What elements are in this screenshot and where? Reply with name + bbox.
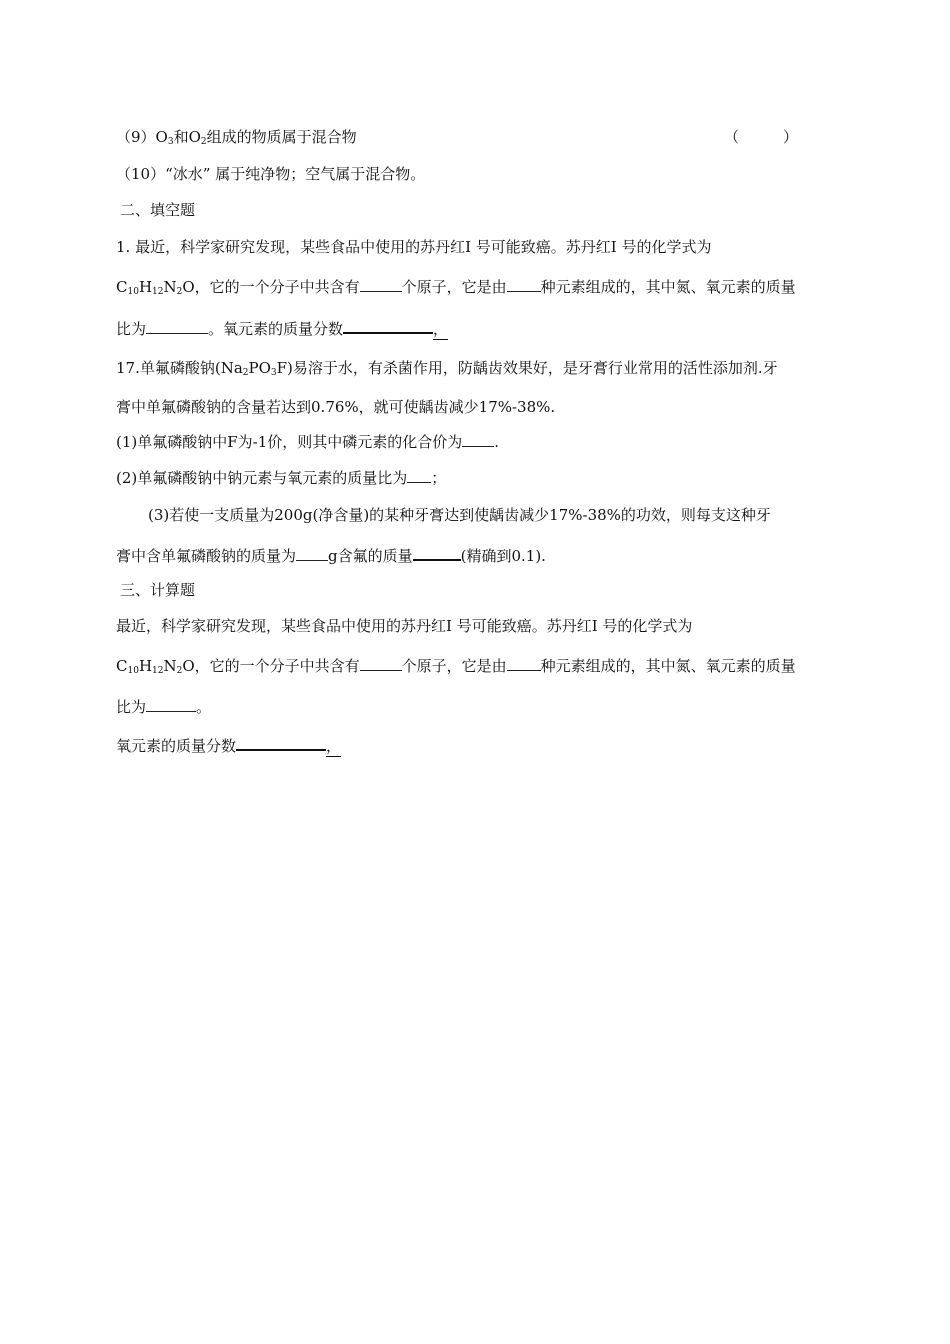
q17-text: 17.单氟磷酸钠(Na bbox=[116, 359, 243, 377]
q1-line2 bbox=[116, 277, 846, 297]
answer-blank[interactable] bbox=[360, 656, 402, 671]
answer-blank[interactable] bbox=[507, 277, 541, 292]
q1-text: 比为 bbox=[116, 320, 147, 338]
q17-text: . bbox=[494, 433, 500, 451]
section-title-fill-in: 二、填空题 bbox=[120, 201, 196, 219]
q17-sub1 bbox=[116, 432, 846, 452]
q17-text: PO bbox=[248, 359, 271, 377]
formula-part: N bbox=[163, 278, 177, 296]
subscript: 10 bbox=[127, 287, 139, 297]
calc-line3 bbox=[116, 697, 846, 717]
q1-line3 bbox=[116, 318, 846, 338]
q17-sub2 bbox=[116, 468, 846, 488]
subscript: 10 bbox=[127, 666, 139, 676]
q1-text: ， bbox=[433, 320, 449, 338]
subscript: 3 bbox=[270, 368, 277, 378]
q9-text: （9）O bbox=[116, 128, 168, 146]
formula-part: C bbox=[116, 657, 128, 675]
formula-part: C bbox=[116, 278, 128, 296]
section-title-calculation: 三、计算题 bbox=[120, 581, 196, 599]
calc-text: 种元素组成的，其中氮、氧元素的质量 bbox=[540, 657, 796, 675]
calc-line4 bbox=[116, 735, 846, 755]
q17-text: g含氟的质量 bbox=[328, 547, 413, 565]
answer-parentheses[interactable] bbox=[724, 127, 798, 147]
answer-blank[interactable] bbox=[407, 468, 431, 483]
q17-line2: 膏中单氟磷酸钠的含量若达到0.76%，就可使龋齿减少17%-38%. bbox=[116, 398, 556, 416]
q1-text: O，它的一个分子中共含有 bbox=[182, 278, 360, 296]
formula-part: H bbox=[138, 278, 153, 296]
q9-text: 组成的物质属于混合物 bbox=[206, 128, 357, 146]
formula-part: H bbox=[138, 657, 153, 675]
question-10: （10）“冰水” 属于纯净物；空气属于混合物。 bbox=[116, 165, 426, 183]
q1-line1: 1. 最近，科学家研究发现，某些食品中使用的苏丹红Ⅰ 号可能致癌。苏丹红Ⅰ 号的化学式为 bbox=[116, 238, 712, 256]
formula-part: N bbox=[163, 657, 177, 675]
calc-text: 氧元素的质量分数 bbox=[116, 737, 237, 755]
q1-text: 种元素组成的，其中氮、氧元素的质量 bbox=[540, 278, 796, 296]
answer-blank[interactable] bbox=[360, 277, 402, 292]
q17-text: (1)单氟磷酸钠中F为-1价，则其中磷元素的化合价为 bbox=[116, 433, 463, 451]
answer-blank[interactable] bbox=[507, 656, 541, 671]
answer-blank[interactable] bbox=[462, 432, 494, 447]
calc-text: ， bbox=[326, 737, 342, 755]
q17-text: ； bbox=[431, 469, 447, 487]
calc-text: 个原子，它是由 bbox=[401, 657, 507, 675]
answer-blank[interactable] bbox=[146, 697, 196, 712]
q17-line1 bbox=[116, 358, 846, 378]
answer-blank[interactable] bbox=[413, 545, 461, 561]
q17-text: F)易溶于水，有杀菌作用，防龋齿效果好，是牙膏行业常用的活性添加剂.牙 bbox=[276, 359, 778, 377]
calc-text: 。 bbox=[196, 698, 212, 716]
subscript: 2 bbox=[176, 287, 183, 297]
answer-blank[interactable] bbox=[146, 319, 208, 334]
answer-blank[interactable] bbox=[343, 318, 433, 334]
q17-text: (精确到0.1). bbox=[460, 547, 546, 565]
q1-text: 个原子，它是由 bbox=[401, 278, 507, 296]
subscript: 3 bbox=[167, 137, 174, 147]
paren-open: （ bbox=[724, 128, 740, 146]
q17-sub3-line2 bbox=[116, 545, 846, 565]
q17-text: (2)单氟磷酸钠中钠元素与氧元素的质量比为 bbox=[116, 469, 408, 487]
subscript: 12 bbox=[152, 666, 164, 676]
paren-close: ） bbox=[783, 128, 799, 146]
subscript: 12 bbox=[152, 287, 164, 297]
answer-blank[interactable] bbox=[296, 546, 328, 561]
q17-text: 膏中含单氟磷酸钠的质量为 bbox=[116, 547, 297, 565]
q9-text: 和O bbox=[173, 128, 201, 146]
q1-text: 。氧元素的质量分数 bbox=[208, 320, 344, 338]
answer-blank[interactable] bbox=[236, 735, 326, 751]
calc-line2 bbox=[116, 656, 846, 676]
q17-sub3-line1: (3)若使一支质量为200g(净含量)的某种牙膏达到使龋齿减少17%-38%的功效，则每支这种牙 bbox=[148, 506, 771, 524]
subscript: 2 bbox=[176, 666, 183, 676]
calc-line1: 最近，科学家研究发现，某些食品中使用的苏丹红Ⅰ 号可能致癌。苏丹红Ⅰ 号的化学式为 bbox=[116, 617, 693, 635]
calc-text: 比为 bbox=[116, 698, 147, 716]
subscript: 2 bbox=[242, 368, 249, 378]
calc-text: O，它的一个分子中共含有 bbox=[182, 657, 360, 675]
subscript: 2 bbox=[200, 137, 207, 147]
